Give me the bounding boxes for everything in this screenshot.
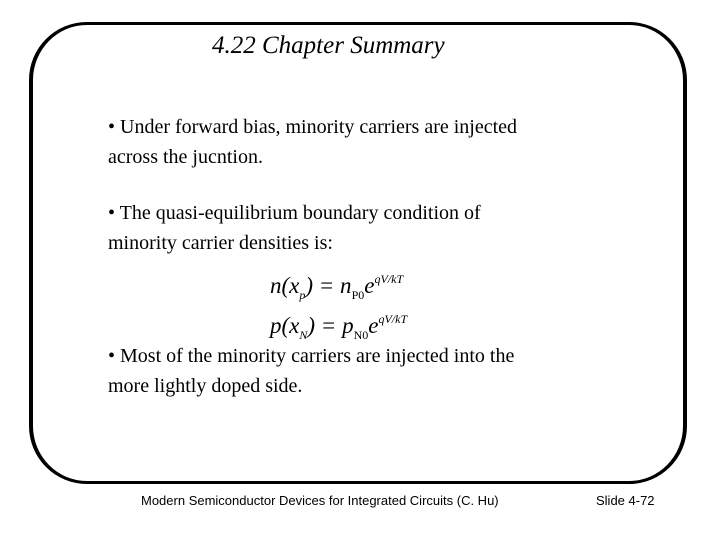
- eq-lhs: n(x: [270, 273, 300, 298]
- eq-equals: ) = n: [305, 273, 352, 298]
- eq-exponent: qV/kT: [374, 272, 404, 286]
- bullet-lightly-doped: [108, 341, 514, 401]
- footer-slide-number: Slide 4-72: [596, 493, 655, 508]
- bullet-boundary-condition: [108, 198, 481, 258]
- eq-exp-base: e: [364, 273, 375, 298]
- bullet-text-line: across the jucntion.: [108, 146, 263, 168]
- bullet-forward-bias: [108, 112, 517, 172]
- eq-rhs-subscript: N0: [353, 328, 369, 342]
- eq-exp-base: e: [368, 313, 379, 338]
- bullet-text-line: more lightly doped side.: [108, 375, 303, 397]
- eq-rhs-subscript: P0: [351, 288, 365, 302]
- slide-title: 4.22 Chapter Summary: [212, 32, 445, 59]
- bullet-text-line: • The quasi-equilibrium boundary condition of: [108, 202, 481, 224]
- bullet-text-line: • Under forward bias, minority carriers are injected: [108, 116, 518, 138]
- bullet-text-line: • Most of the minority carriers are injected into the: [108, 345, 515, 367]
- bullet-text-line: minority carrier densities is:: [108, 232, 333, 254]
- eq-lhs-subscript: p: [299, 288, 306, 302]
- eq-lhs: p(x: [270, 313, 300, 338]
- eq-lhs-subscript: N: [299, 328, 308, 342]
- footer-book-title: Modern Semiconductor Devices for Integrated Circuits (C. Hu): [141, 493, 499, 508]
- eq-equals: ) = p: [307, 313, 354, 338]
- eq-exponent: qV/kT: [378, 312, 408, 326]
- equation-electron-density: [270, 266, 403, 308]
